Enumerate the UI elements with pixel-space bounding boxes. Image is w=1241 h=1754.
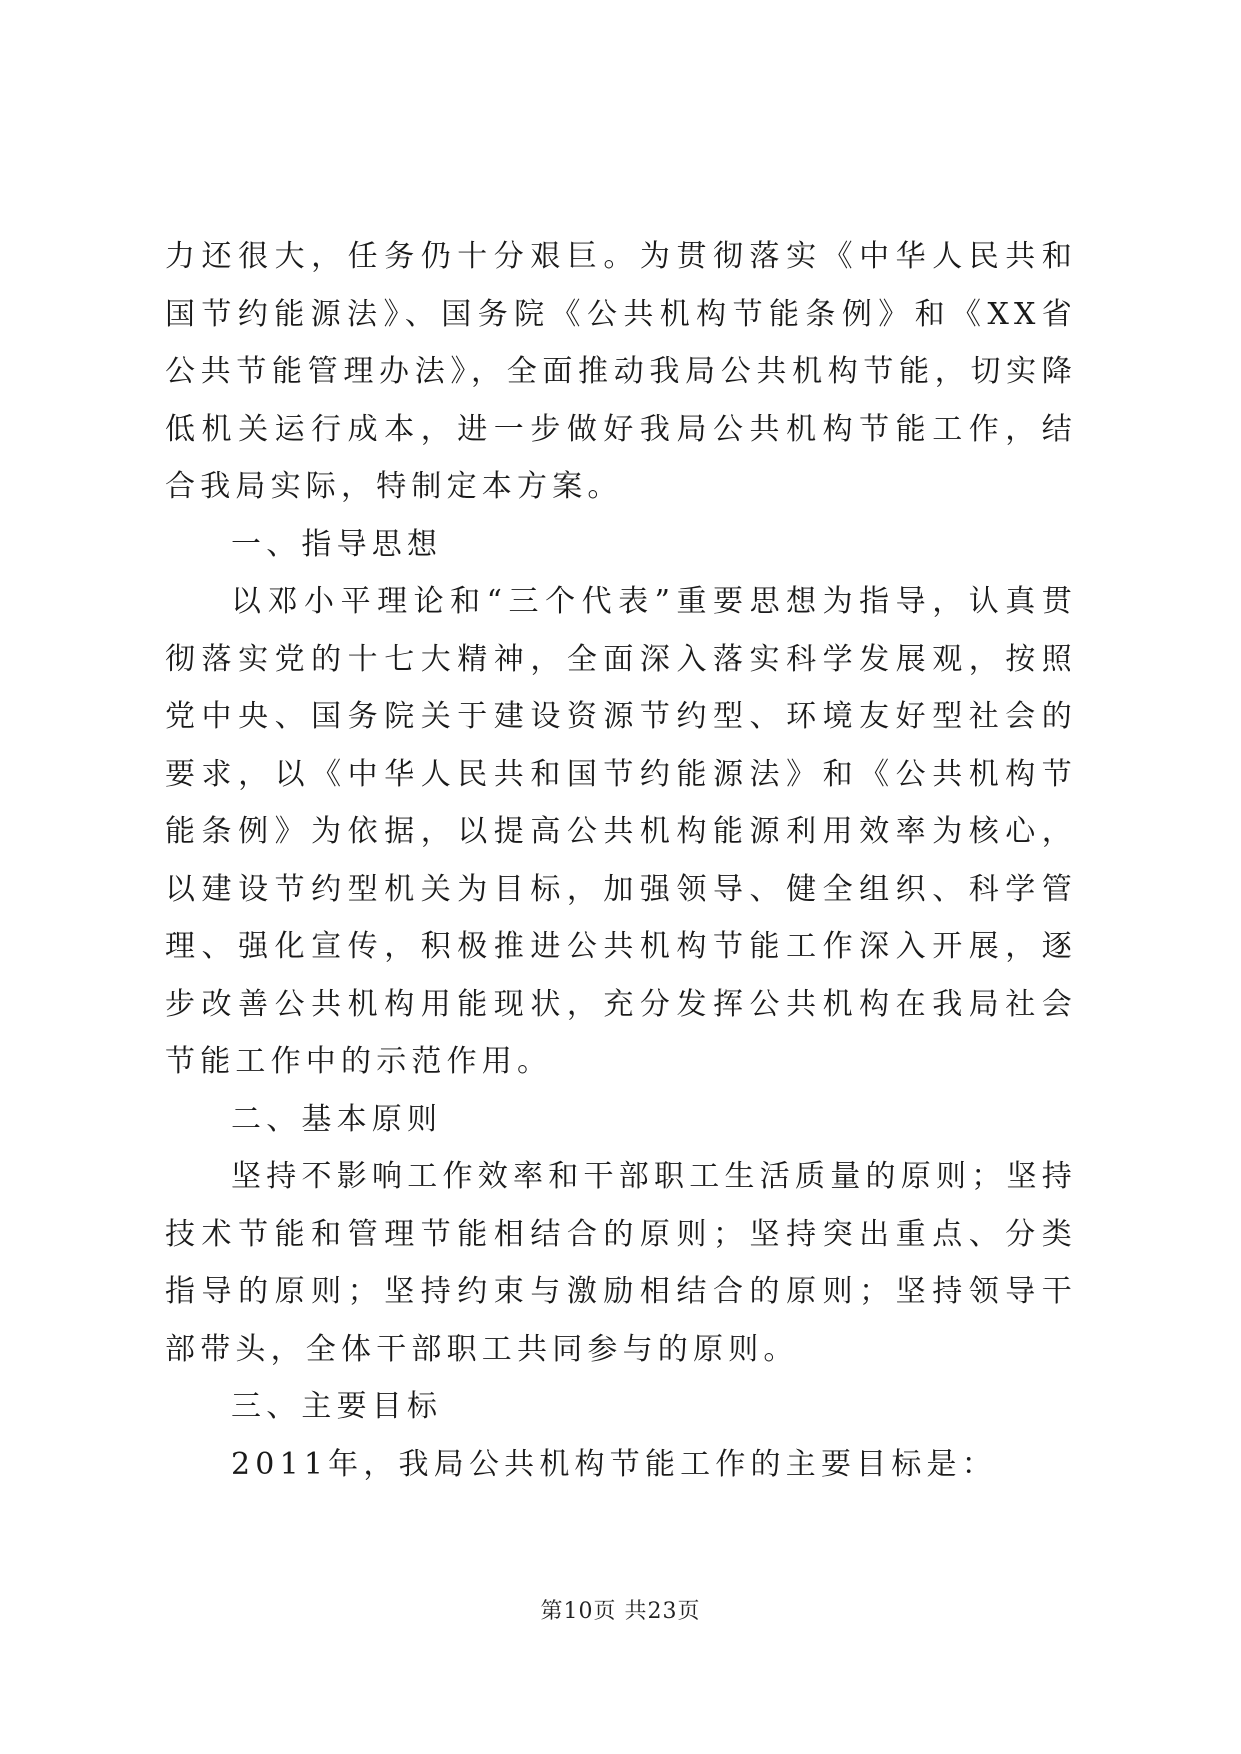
paragraph-main-goals: 2011年，我局公共机构节能工作的主要目标是： [231, 1446, 997, 1482]
section-heading-guiding-ideology: 一、指导思想 [231, 526, 443, 562]
document-body [165, 228, 1077, 1493]
paragraph-basic-principles: 坚持不影响工作效率和干部职工生活质量的原则；坚持技术节能和管理节能相结合的原则；坚持突出重点、分类指导的原则；坚持约束与激励相结合的原则；坚持领导干部带头，全体干部职工共同参与的原则。 [165, 1159, 1077, 1367]
paragraph-intro-continuation: 力还很大，任务仍十分艰巨。为贯彻落实《中华人民共和国节约能源法》、国务院《公共机构节能条例》和《XX省公共节能管理办法》，全面推动我局公共机构节能，切实降低机关运行成本，进一步做好我局公共机构节能工作，结合我局实际，特制定本方案。 [165, 239, 1077, 504]
paragraph-guiding-ideology: 以邓小平理论和“三个代表”重要思想为指导，认真贯彻落实党的十七大精神，全面深入落实科学发展观，按照党中央、国务院关于建设资源节约型、环境友好型社会的要求，以《中华人民共和国节约能源法》和《公共机构节能条例》为依据，以提高公共机构能源利用效率为核心，以建设节约型机关为目标，加强领导、健全组织、科学管理、强化宣传，积极推进公共机构节能工作深入开展，逐步改善公共机构用能现状，充分发挥公共机构在我局社会节能工作中的示范作用。 [165, 584, 1077, 1079]
page-number-footer: 第10页 共23页 [540, 1599, 701, 1624]
section-heading-basic-principles: 二、基本原则 [231, 1101, 443, 1137]
section-heading-main-goals: 三、主要目标 [231, 1389, 443, 1424]
